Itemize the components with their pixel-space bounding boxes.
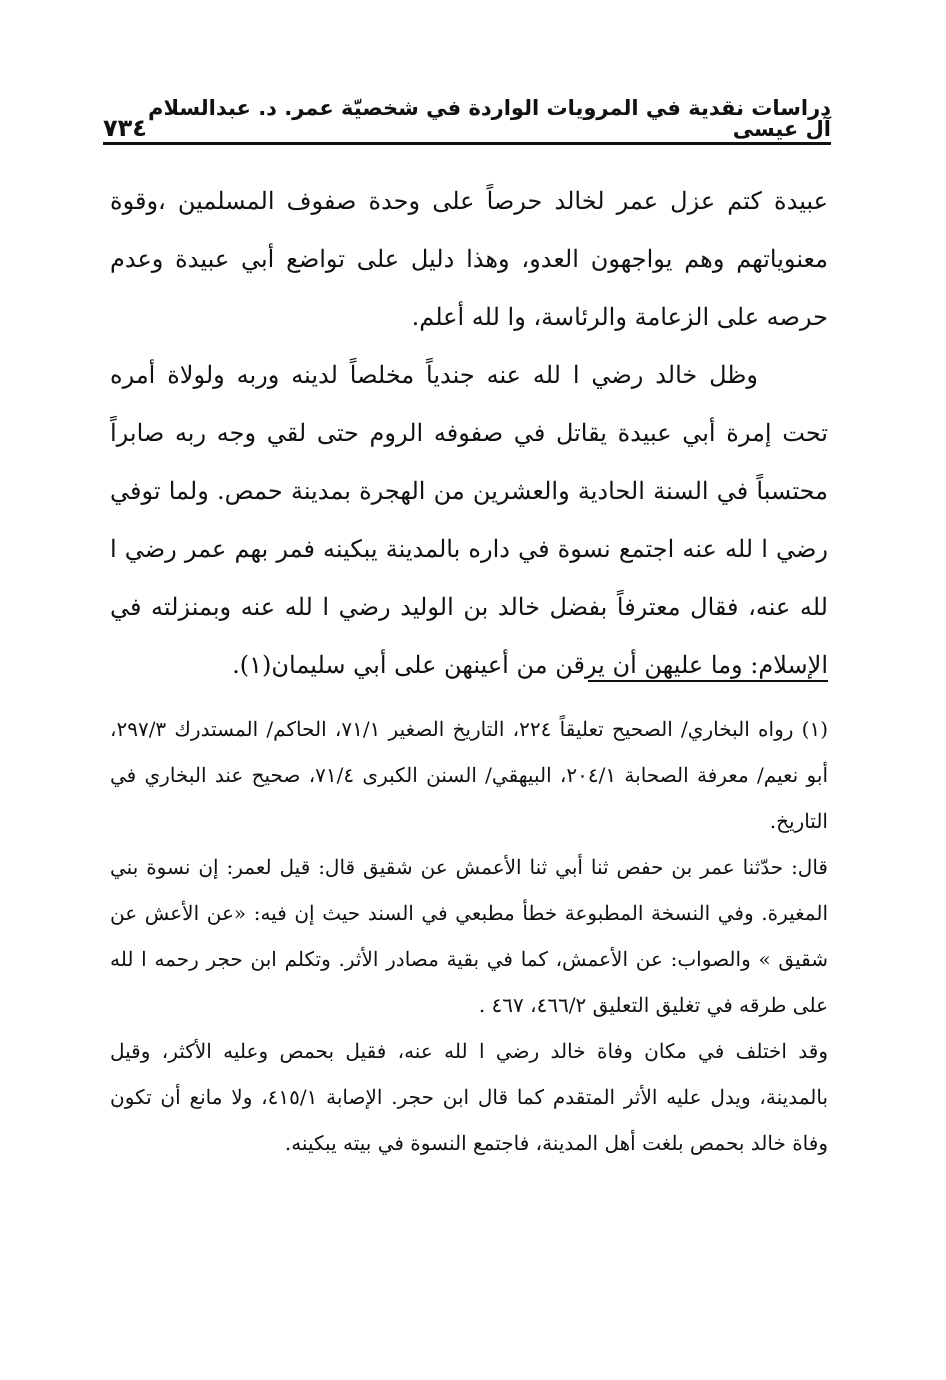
footnotes: [110, 700, 828, 1166]
footnote-item: وقد اختلف في مكان وفاة خالد رضي ا لله عنه، فقيل بحمص وعليه الأكثر، وقيل بالمدينة، ويدل عليه الأثر المتقدم كما قال ابن حجر. الإصابة ٤١٥/١، ولا مانع أن تكون وفاة خالد بحمص بلغت أهل المدينة، فاجتمع النسوة في بيته يبكينه.: [110, 1039, 829, 1155]
footnote-separator: [588, 680, 828, 682]
body-paragraph: وظل خالد رضي ا لله عنه جندياً مخلصاً لدينه وربه ولولاة أمره تحت إمرة أبي عبيدة يقاتل في صفوفه الروم حتى لقي وجه ربه صابراً محتسباً في السنة الحادية والعشرين من الهجرة بمدينة حمص. ولما توفي رضي ا لله عنه اجتمع نسوة في داره بالمدينة يبكينه فمر بهم عمر رضي ا لله عنه، فقال معترفاً بفضل خالد بن الوليد رضي ا لله عنه وبمنزلته في الإسلام: وما عليهن أن يرقن من أعينهن على أبي سليمان(١).: [110, 361, 828, 679]
body-paragraph: عبيدة كتم عزل عمر لخالد حرصاً على وحدة صفوف المسلمين ،وقوة معنوياتهم وهم يواجهون العدو، وهذا دليل على تواضع أبي عبيدة وعدم حرصه على الزعامة والرئاسة، وا لله أعلم.: [110, 187, 828, 331]
header-rule: [103, 142, 831, 145]
running-title: دراسات نقدية في المرويات الواردة في شخصيّة عمر. د. عبدالسلام آل عيسى: [148, 96, 831, 141]
main-text: [110, 172, 828, 694]
footnote-item: قال: حدّثنا عمر بن حفص ثنا أبي ثنا الأعمش عن شقيق قال: قيل لعمر: إن نسوة بني المغيرة. وفي النسخة المطبوعة خطأ مطبعي في السند حيث إن فيه: «عن الأعش عن شقيق » والصواب: عن الأعمش، كما في بقية مصادر الأثر. وتكلم ابن حجر رحمه ا لله على طرقه في تغليق التعليق ٤٦٦/٢، ٤٦٧ .: [110, 855, 828, 1017]
page-number: ٧٣٤: [103, 114, 147, 142]
footnote-item: (١) رواه البخاري/ الصحيح تعليقاً ٢٢٤، التاريخ الصغير ٧١/١، الحاكم/ المستدرك ٢٩٧/٣، أبو نعيم/ معرفة الصحابة ٢٠٤/١، البيهقي/ السنن الكبرى ٧١/٤، صحيح عند البخاري في التاريخ.: [110, 717, 828, 833]
page-header: [103, 96, 831, 142]
